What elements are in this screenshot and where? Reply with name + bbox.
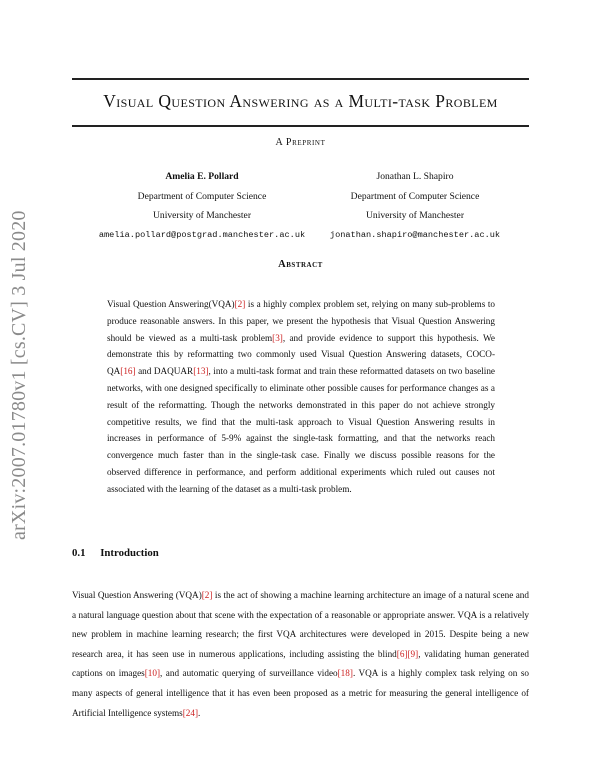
author-email[interactable]: amelia.pollard@postgrad.manchester.ac.uk	[98, 229, 306, 240]
paragraph-text: Visual Question Answering (VQA)	[72, 590, 202, 600]
author-block-2	[295, 167, 535, 245]
citation-link[interactable]: [18]	[337, 668, 353, 679]
title-rule-bottom	[72, 125, 529, 127]
paragraph-text: is the act of showing a machine learning architecture an image of a natural scene and a natural language question about that scene with the expectation of a reasonable or appropriate answer. VQA is a relatively new problem in machine learning research; the first VQA architectures were developed in 2015. Despite being a new research area, it has seen use in numerous applications, including assisting the blind	[72, 590, 529, 659]
paragraph-text: Visual Question Answering(VQA)	[107, 299, 235, 309]
abstract-body	[107, 296, 495, 498]
author-name: Jonathan L. Shapiro	[376, 171, 454, 182]
paragraph-text: , into a multi-task format and train these reformatted datasets on two baseline networks, with one designed specifically to eliminate other possible causes for performance changes as a result of the reformatting. Though the networks demonstrated in this paper do not achieve strongly competitive results, we find that the multi-task approach to Visual Question Answering results in increases in performance of 5-9% against the single-task formatting, and that the networks reach convergence much faster than in the single-task case. Finally we discuss possible reasons for the observed difference in performance, and perform additional experiments which ruled out causes not associated with the learning of the dataset as a multi-task problem.	[107, 366, 495, 494]
paragraph-text: . VQA is a highly complex task relying on so many aspects of general intelligence that it has even been proposed as a metric for measuring the general intelligence of Artificial Intelligence systems	[72, 668, 529, 718]
paragraph-text: and DAQUAR	[135, 366, 194, 377]
introduction-body	[72, 586, 529, 723]
citation-link[interactable]: [6]	[396, 648, 408, 659]
citation-link[interactable]: [16]	[120, 366, 136, 377]
author-email[interactable]: jonathan.shapiro@manchester.ac.uk	[329, 229, 501, 240]
citation-link[interactable]: [10]	[144, 668, 161, 679]
citation-link[interactable]: [13]	[193, 366, 209, 377]
citation-link[interactable]: [2]	[201, 590, 213, 600]
citation-link[interactable]: [9]	[407, 648, 419, 659]
author-department: Department of Computer Science	[137, 190, 267, 202]
author-university: University of Manchester	[365, 210, 465, 221]
section-heading-introduction	[72, 547, 159, 559]
abstract-heading: Abstract	[278, 259, 323, 270]
paper-title: Visual Question Answering as a Multi-task Problem	[103, 91, 498, 111]
citation-link[interactable]: [24]	[182, 707, 199, 718]
author-name: Amelia E. Pollard	[165, 171, 239, 182]
title-rule-top	[72, 78, 529, 80]
citation-link[interactable]: [3]	[272, 332, 283, 343]
preprint-label: A Preprint	[275, 137, 326, 148]
paragraph-text: , and automatic querying of surveillance video	[160, 668, 338, 679]
paragraph-text: , validating human generated captions on images	[72, 648, 529, 679]
citation-link[interactable]: [2]	[234, 299, 246, 309]
paragraph-text: .	[198, 707, 201, 718]
paragraph-text: , and provide evidence to support this hypothesis. We demonstrate this by reformatting two commonly used Visual Question Answering datasets, COCO-QA	[107, 332, 495, 377]
paragraph-text: is a highly complex problem set, relying on many sub-problems to produce reasonable answers. In this paper, we present the hypothesis that Visual Question Answering should be viewed as a multi-task problem	[107, 299, 495, 343]
section-title: Introduction	[100, 547, 159, 559]
arxiv-identifier-stamp: arXiv:2007.01780v1 [cs.CV] 3 Jul 2020	[8, 210, 30, 540]
section-number: 0.1	[72, 547, 86, 559]
author-university: University of Manchester	[152, 210, 252, 221]
author-block-1	[82, 167, 322, 245]
author-department: Department of Computer Science	[350, 190, 480, 202]
